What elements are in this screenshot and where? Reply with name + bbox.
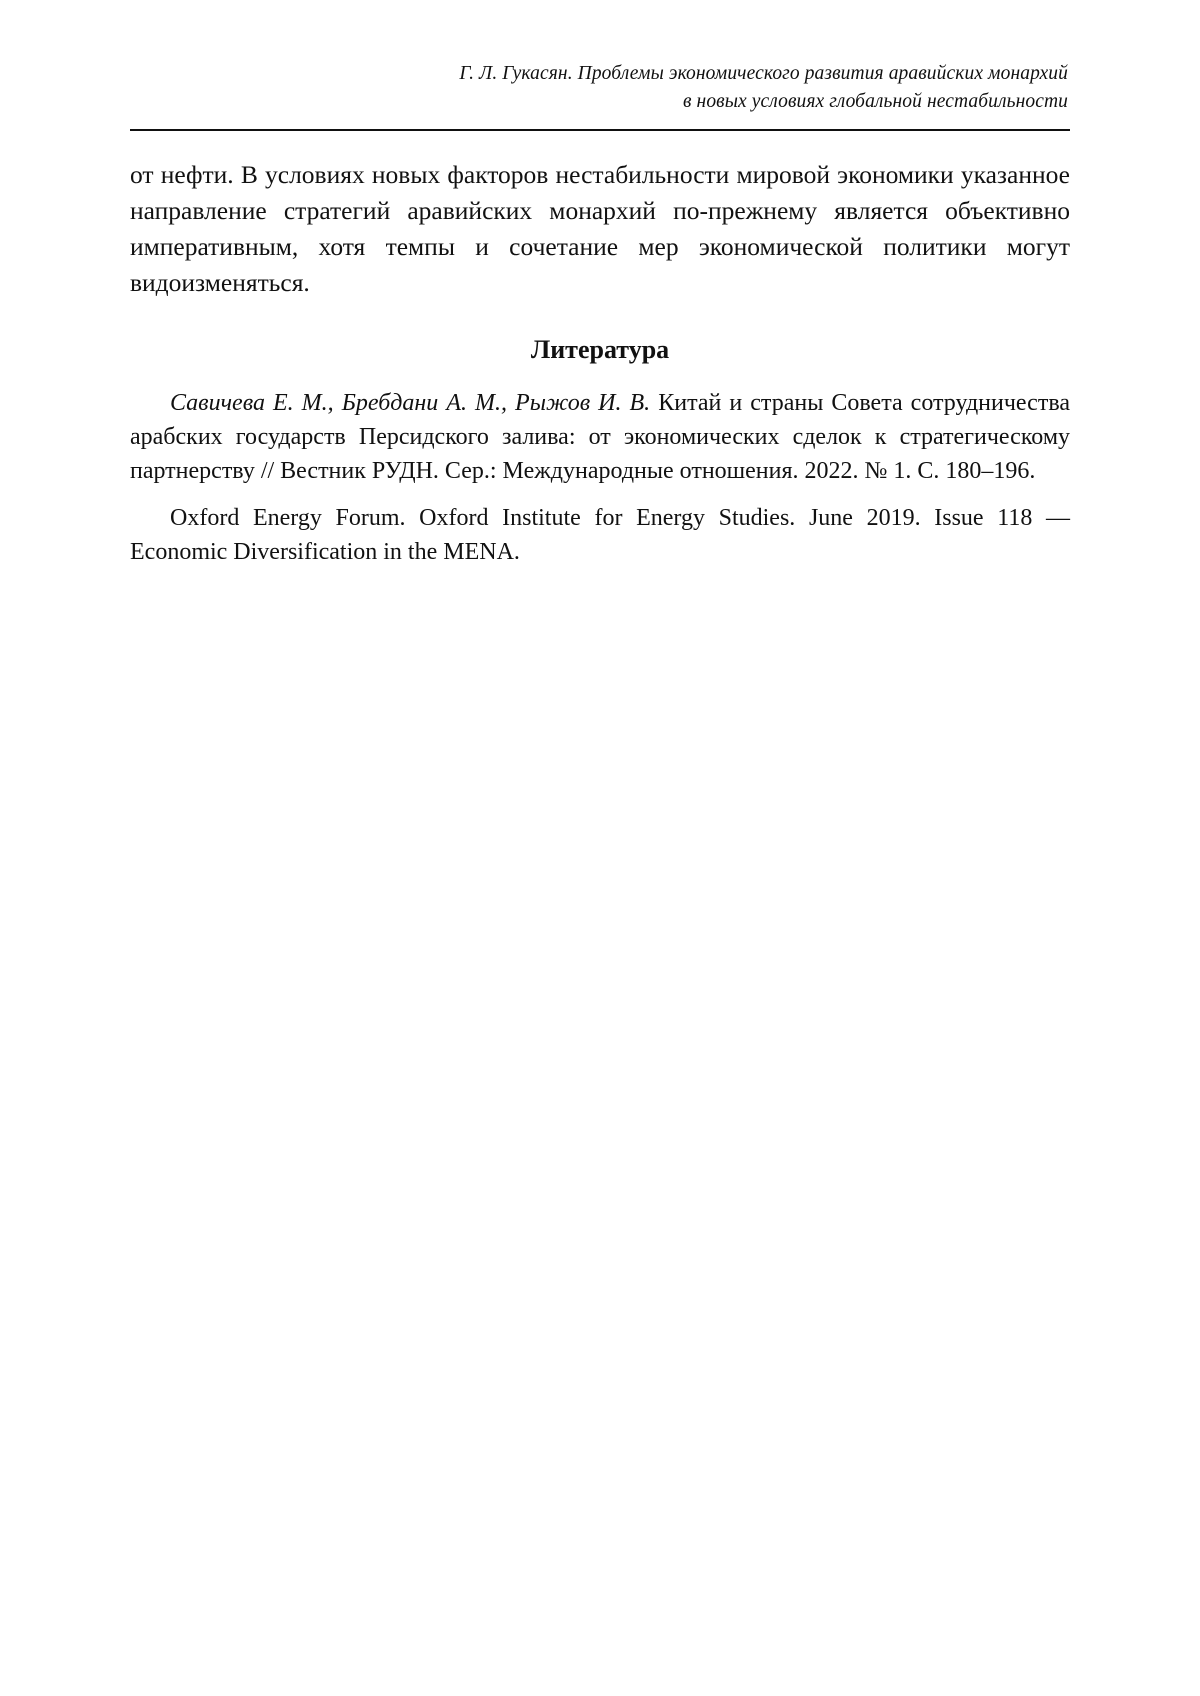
reference-body: Oxford Energy Forum. Oxford Institute for Energy Studies. June 2019. Issue 118 — Economic Diversification in the MENA.: [130, 505, 1070, 565]
body-paragraph: от нефти. В условиях новых факторов нестабильности мировой экономики указанное направление стратегий аравийских монархий по-прежнему является объективно императивным, хотя темпы и сочетание мер экономической политики могут видоизменяться.: [130, 159, 1070, 298]
reference-item: [130, 387, 1070, 488]
reference-body: Китай и страны Совета сотрудничества арабских государств Персидского залива: от экономических сделок к стратегическому партнерству // Вестник РУДН. Сер.: Международные отношения. 2022. № 1. С. 180–196.: [130, 390, 1070, 484]
body-paragraph-block: [130, 157, 1070, 302]
page-content: [130, 60, 1070, 569]
running-head-line-1: Г. Л. Гукасян. Проблемы экономического развития аравийских монархий: [459, 63, 1068, 84]
reference-item: [130, 502, 1070, 569]
running-head-line-2: в новых условиях глобальной нестабильности: [683, 91, 1068, 113]
running-head: [130, 60, 1070, 117]
reference-authors: Савичева Е. М., Бребдани А. М., Рыжов И. В.: [170, 390, 651, 417]
header-divider: [130, 129, 1070, 131]
references-heading: Литература: [530, 335, 670, 365]
